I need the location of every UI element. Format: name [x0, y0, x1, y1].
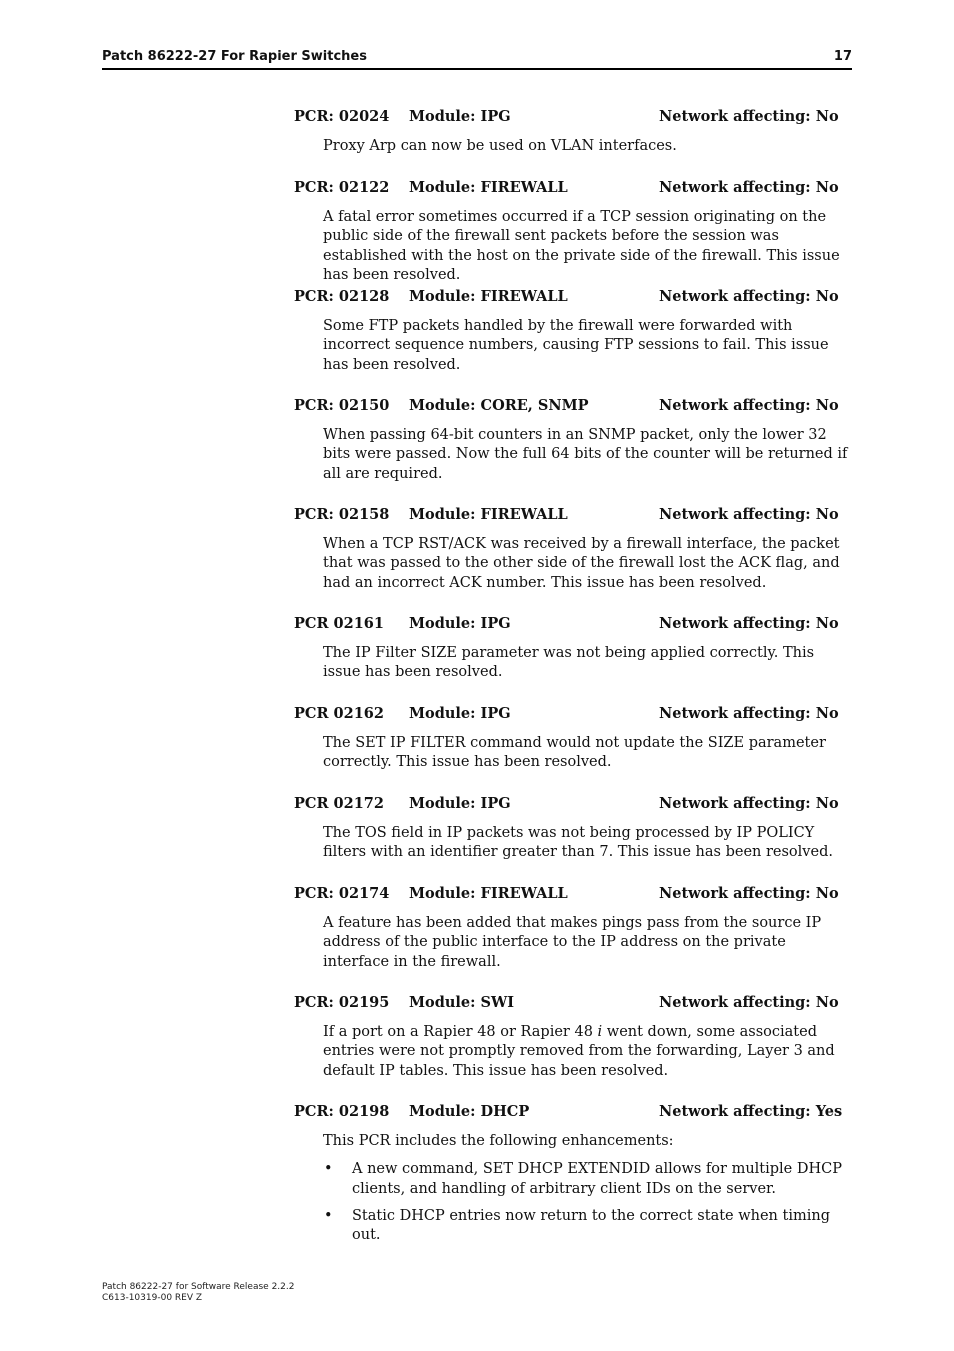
pcr-number: PCR: 02128	[294, 288, 390, 305]
list-item-text: Static DHCP entries now return to the correct state when timing out.	[352, 1207, 830, 1244]
pcr-description: Proxy Arp can now be used on VLAN interfaces.	[323, 138, 677, 154]
pcr-entry-02162	[294, 705, 854, 773]
pcr-number: PCR: 02158	[294, 506, 390, 523]
footer-release-line: Patch 86222-27 for Software Release 2.2.2	[102, 1282, 295, 1292]
pcr-description: A fatal error sometimes occurred if a TCP session originating on the public side of the firewall sent packets before the session was established with the host on the private side of the firewall. This issue has been resolved.	[323, 209, 840, 283]
pcr-network-affecting: Network affecting: Yes	[659, 1103, 843, 1120]
pcr-module: Module: FIREWALL	[409, 179, 568, 196]
pcr-module: Module: FIREWALL	[409, 506, 568, 523]
pcr-entry-02195	[294, 994, 854, 1081]
pcr-entry-02024	[294, 108, 854, 156]
pcr-number: PCR: 02195	[294, 994, 390, 1011]
pcr-number: PCR 02162	[294, 705, 384, 722]
pcr-number: PCR 02161	[294, 615, 384, 632]
pcr-heading	[294, 705, 854, 725]
pcr-heading	[294, 179, 854, 199]
pcr-heading	[294, 615, 854, 635]
pcr-description: The TOS field in IP packets was not being processed by IP POLICY filters with an identifier greater than 7. This issue has been resolved.	[323, 825, 833, 861]
pcr-heading	[294, 506, 854, 526]
pcr-entry-02161	[294, 615, 854, 683]
pcr-network-affecting: Network affecting: No	[659, 179, 839, 196]
description-text: went down, some associated entries were not promptly removed from the forwarding, Layer 3 and default IP tables. This issue has been resolved.	[323, 1024, 835, 1079]
bullet-icon: •	[324, 1207, 333, 1224]
pcr-module: Module: IPG	[409, 108, 511, 125]
pcr-heading	[294, 108, 854, 128]
pcr-description: When passing 64-bit counters in an SNMP packet, only the lower 32 bits were passed. Now the full 64 bits of the counter will be returned if all are required.	[323, 427, 848, 482]
pcr-number: PCR: 02122	[294, 179, 390, 196]
pcr-module: Module: IPG	[409, 795, 511, 812]
pcr-entry-02158	[294, 506, 854, 593]
pcr-description: The SET IP FILTER command would not update the SIZE parameter correctly. This issue has been resolved.	[323, 735, 826, 771]
pcr-entry-02172	[294, 795, 854, 863]
pcr-network-affecting: Network affecting: No	[659, 615, 839, 632]
pcr-number: PCR 02172	[294, 795, 384, 812]
pcr-description	[323, 1023, 854, 1081]
list-item-text: A new command, SET DHCP EXTENDID allows for multiple DHCP clients, and handling of arbitrary client IDs on the server.	[352, 1161, 842, 1197]
pcr-heading	[294, 397, 854, 417]
page-header	[102, 48, 852, 70]
pcr-module: Module: CORE, SNMP	[409, 397, 589, 414]
pcr-network-affecting: Network affecting: No	[659, 397, 839, 414]
bullet-icon: •	[324, 1161, 333, 1178]
pcr-heading	[294, 885, 854, 905]
pcr-network-affecting: Network affecting: No	[659, 108, 839, 125]
pcr-entry-02150	[294, 397, 854, 484]
description-text: If a port on a Rapier 48 or Rapier 48	[323, 1024, 598, 1040]
pcr-description: The IP Filter SIZE parameter was not being applied correctly. This issue has been resolved.	[323, 645, 815, 681]
pcr-entry-02198	[294, 1103, 854, 1253]
pcr-heading	[294, 288, 854, 308]
pcr-entry-02174	[294, 885, 854, 972]
pcr-network-affecting: Network affecting: No	[659, 795, 839, 812]
pcr-module: Module: FIREWALL	[409, 885, 568, 902]
enhancement-list	[323, 1160, 854, 1245]
pcr-network-affecting: Network affecting: No	[659, 885, 839, 902]
pcr-module: Module: IPG	[409, 705, 511, 722]
description-text: This PCR includes the following enhancements:	[323, 1133, 674, 1149]
list-item	[323, 1207, 854, 1246]
pcr-network-affecting: Network affecting: No	[659, 994, 839, 1011]
pcr-heading	[294, 994, 854, 1014]
pcr-module: Module: IPG	[409, 615, 511, 632]
pcr-heading	[294, 1103, 854, 1123]
pcr-entry-02122	[294, 179, 854, 285]
page-number: 17	[833, 49, 852, 64]
document-title: Patch 86222-27 For Rapier Switches	[102, 49, 367, 64]
description-italic-text: i	[597, 1024, 603, 1040]
pcr-module: Module: SWI	[409, 994, 515, 1011]
pcr-module: Module: DHCP	[409, 1103, 530, 1120]
pcr-description: When a TCP RST/ACK was received by a firewall interface, the packet that was passed to the other side of the firewall lost the ACK flag, and had an incorrect ACK number. This issue has been resolved.	[323, 536, 840, 591]
pcr-module: Module: FIREWALL	[409, 288, 568, 305]
pcr-network-affecting: Network affecting: No	[659, 506, 839, 523]
pcr-number: PCR: 02174	[294, 885, 390, 902]
pcr-entry-02128	[294, 288, 854, 375]
pcr-description	[323, 1132, 854, 1245]
footer-document-code: C613-10319-00 REV Z	[102, 1293, 203, 1303]
pcr-description: A feature has been added that makes pings pass from the source IP address of the public interface to the IP address on the private interface in the firewall.	[323, 915, 822, 970]
pcr-number: PCR: 02198	[294, 1103, 390, 1120]
pcr-description: Some FTP packets handled by the firewall were forwarded with incorrect sequence numbers, causing FTP sessions to fail. This issue has been resolved.	[323, 318, 829, 373]
pcr-network-affecting: Network affecting: No	[659, 288, 839, 305]
list-item	[323, 1160, 854, 1199]
page-footer	[102, 1282, 294, 1304]
pcr-number: PCR: 02150	[294, 397, 390, 414]
pcr-network-affecting: Network affecting: No	[659, 705, 839, 722]
pcr-heading	[294, 795, 854, 815]
pcr-number: PCR: 02024	[294, 108, 390, 125]
